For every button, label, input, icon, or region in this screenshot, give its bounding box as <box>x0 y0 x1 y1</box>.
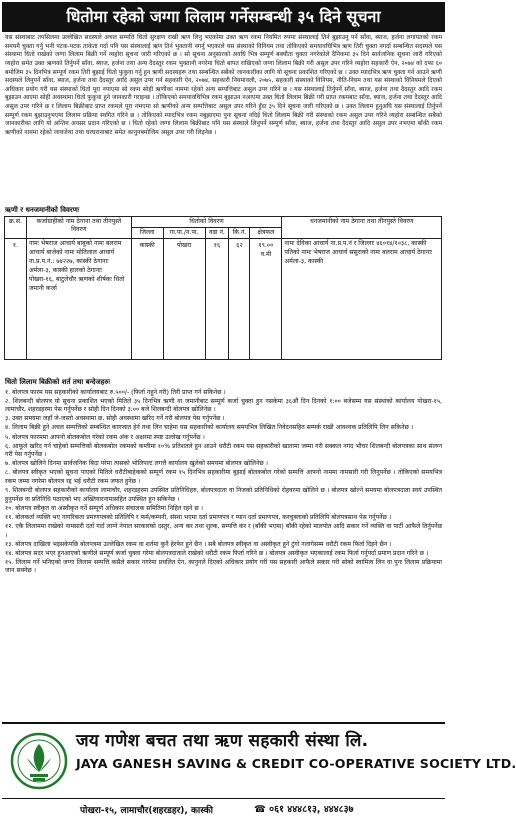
cell-area: १९.०० व.मी <box>250 239 282 360</box>
condition-item: ७. बोलपत्र खोलिने दिनमा सार्वजनिक बिदा परेमा त्यसको भोलिपल्ट लगत्तै कार्यालय खुलेको समयमा बोलपत्र खोलिनेछ । <box>5 460 268 468</box>
notice-intro: यस संस्थाबाट तपसिलमा उल्लेखित सदस्यले अचल सम्पत्ति धितो सुरक्षण राखी ऋण लिनु भएकोमा उक्त ऋण रकम नियमित रुपमा संस्थालाई तिर्न बुझाउनु पर्ने साँवा, ब्याज, हर्जना लगायतको रकम समयमै चुक्ता गर्नु भनी पटक-पटक ताकेता गर्दा पनि यस संस्थालाई ऋण तिर्न भुक्तानी नगर्नु भएकाले यस संस्थाको विनियम तथा तोकिएको समयावधिभित्र ऋण तिरी चुक्ता नगर्दा सम्बन्धित सदस्यले यस संस्थामा धितो राखेको जग्गा लिलाम बिक्री गर्ने व्यहोरा सूचना जारी गरिएको छ । सो सूचना अनुसारको अवधि भित्र सम्पूर्ण बक्यौता चुक्ता नगरेकोले दैनिकमा ३५ दिने सार्वजनिक सूचना जारी गरिएको व्यहोरा समेत उक्त ऋणको तिर्नुपर्ने साँवा, ब्याज, हर्जना तथा अन्य दैदस्तुर रकम भुक्तानी नगरेमा धितो बापत राखिएको जग्गा लिलाम बिक्री गरी असुल उपर गरिने व्यहोरा सहकारी ऐन, २०७४ को दफा ६० बमोजिम ३५ दिनभित्र सम्पूर्ण रकम तिरी बुझाई धितो फुकुवा गर्नु हुन ऋणी सदस्यहरू तथा सम्बन्धित सबैको जानकारीका लागि यो सूचना प्रकाशित गरिएको छ । उक्त म्यादभित्र ऋण चुक्ता गर्न आउने ऋणी सदस्यले लिनुपर्ने साँवा, ब्याज, हर्जना तथा दैदस्तुर आदि असुल उपर गर्न सहकारी ऐन, २०७४, सहकारी नियमावली, २०७५, सहकारी संस्थाको विनियम, नीति-नियम तथा यस संस्थाको विनियमले दिएको अधिकार प्रयोग गरी यस संस्थाको धितो पूरा नपाएमा सो रकम सोही ऋणीका नाममा रहेको अन्य सम्पत्तिबाट असुल उपर गरिने छ । यस संस्थालाई तिर्नुपर्ने साँवा, ब्याज, हर्जना तथा दैदस्तुर आदि रकम बुझाउन आएमा सोही अवस्थामा धितो फुकुवा हुने जानकारी गराइन्छ । तोकिएको समयावधिभित्र रकम बुझाउन नआएमा उक्त धितो लिलाम बिक्री गरी प्राप्त रकमबाट साँवा, ब्याज, हर्जना तथा दैदस्तुर आदि असुल उपर गरिने छ र लिलाम बिक्रीबाट प्राप्त रकमले पूरा नभएमा सो ऋणीको अन्य सम्पत्तिबाट असुल उपर गरिने हुँदा ३५ दिने सूचना जारी गरिएको छ । उक्त लिलाम हुनुअघि यस संस्थालाई तिर्नुपर्ने सम्पूर्ण रकम बुझाउनुभएमा लिलाम प्रक्रिया स्थगित गरिने छ । तोकिएको म्यादभित्र रकम नबुझाएमा पुनः सूचना नदिई धितो लिलाम बिक्री गरी संस्थाको रकम असुल उपर गरिने व्यहोरा सम्बन्धित सबैको जानकारीका लागि यो अन्तिम अवसर प्रदान गरिएको छ । धितो रहेको जग्गा लिलाम बिक्रीबाट पनि यस संस्थाले लिनुपर्ने सम्पूर्ण साँवा, ब्याज, हर्जना तथा दैदस्तुर आदि असुल उपर नभएमा बाँकी रकम ऋणीको नाममा रहेको जायजेथा तथा घरघरानाबाट समेत कानुनबमोजिम असुल उपर गरी लिइनेछ । <box>5 34 442 136</box>
notice-title: धितोमा रहेको जग्गा लिलाम गर्नेसम्बन्धी ३५ दिने सूचना <box>2 2 445 32</box>
organization-name-np: जय गणेश बचत तथा ऋण सहकारी संस्था लि. <box>76 731 369 751</box>
col-borrower: कर्जाग्राहीको नाम ठेगाना तथा तीनपुस्ते विवरण <box>26 217 131 239</box>
cell-borrower: नामः भेषराज आचार्य बाबुको नामः बलराम आचार्य बाजेको नामः मोतिलाल आचार्य ना.प्र.प.नं.: ७४२२७, कास्की ठेगानाः अर्मला-३, कास्की हालको ठेगानाः पोखरा-१६, बाटुलेचौर ऋणको शीर्षकः धितो जमानी कर्जा <box>26 239 131 360</box>
condition-item: २. शिलबन्दी बोलपत्र यो सूचना प्रकाशित भएको मितिले ३५ दिनभित्र ऋणी वा जमानीबाट सम्पूर्ण कर्जा चुक्ता हुन नसकेमा ३६औं दिन दिनको १:०० बजेसम्म यस संस्थाको कार्यालय पोखरा-१५, लामाचौर, शहरडहरमा पेस गर्नुपर्नेछ र सोही दिन दिनको ३:०० बजे शिलबन्दी बोलपत्र खोलिनेछ । <box>5 397 442 414</box>
condition-item: ४. लिलाम बिक्री हुने अचल सम्पत्तिको सम्बन्धित कागजात हेर्न तथा लिन चाहेमा यस सहकारीको कार्यालय समयभित्र लिखित निवेदनसहित सम्पर्क राखी आवश्यक प्रतिलिपि लिन सकिनेछ । <box>5 424 414 432</box>
organization-phone: ☎ ०६१ ४४४८१३, ४४४८३७ <box>254 804 354 815</box>
col-land: धितोको विवरण <box>131 217 282 228</box>
cell-ward: १६ <box>205 239 229 360</box>
table-header-row <box>5 217 442 228</box>
details-heading: ऋणी र धनजमानीको विवरणः <box>5 206 80 214</box>
cooperative-logo-icon <box>10 732 68 790</box>
condition-item: ६. आफूले खरिद गर्न चाहेको सम्पत्तिको बोलकबोल रकमको कम्तीमा १०% प्रतिशतले हुन आउने धरौटी रकम यस सहकारीको खातामा जम्मा गरी सक्कल नगद भौचर शिलबन्दी बोलपत्रका साथ संलग्न गरी पेस गर्नुपर्नेछ । <box>5 442 442 459</box>
condition-item: ३. उक्त समयमा जहाँ जे-जस्तो अवस्थामा छ, सोही अवस्थामा खरिद गर्ने गरी बोलपत्र पेस गर्नुपर्नेछ । <box>5 415 225 423</box>
organization-address: पोखरा-१५, लामाचौर(शहरडहर), कास्की <box>80 806 213 816</box>
condition-item: १५. लिलाम गर्ने भनिएको जग्गा लिलाम सम्पत्ति कसैले सकार नगरेमा प्रचलित ऐन, कानुनले दिएको अधिकार प्रयोग गरी यस सहकारी आफैले सकार गरी सोको स्वामित्व लिन वा पुनः लिलाम प्रक्रियामा जान सक्नेछ । <box>5 558 442 575</box>
condition-item: १०. बोलपत्र स्वीकृत वा अस्वीकृत गर्ने सम्पूर्ण अधिकार संचालक समितिमा निहित रहने छ । <box>5 504 203 512</box>
condition-item: ८. बोलपत्र स्वीकृत भएको सूचना पाएको मितिले धरौटीबाहेकको सम्पूर्ण रकम १५ दिनभित्र सहकारीमा बुझाई बोलकबोल गरेको सम्पत्ति आफ्नो नाममा नामसारी गरी लिनुपर्नेछ । तोकिएको समयभित्र रकम जम्मा नगरेमा बोलपत्र रद्द भई धरौटी रकम जफत हुनेछ । <box>5 469 442 486</box>
table-row <box>5 239 442 360</box>
conditions-heading: धितो लिलाम बिक्रीको शर्त तथा बन्देजहरुः <box>5 378 111 386</box>
cell-gapa: पोखरा <box>163 239 205 360</box>
col-area: क्षेत्रफल <box>250 228 282 239</box>
contact-bar <box>2 798 445 819</box>
col-kitta: कि.नं. <box>229 228 250 239</box>
conditions-section <box>5 378 442 718</box>
cell-district: कास्की <box>131 239 163 360</box>
organization-footer <box>2 722 516 820</box>
condition-item: ११. बोलकर्ता व्यक्ति भए नागरिकता प्रमाणपत्रको प्रतिलिपि र फर्म/कम्पनी, संस्था भएमा दर्ता प्रमाणपत्र र प्यान दर्ता प्रमाणपत्र, करचुक्ताको प्रतिलिपि बोलपत्रसाथ पेस गर्नुपर्नेछ । <box>5 513 392 521</box>
borrower-table <box>4 216 442 360</box>
cell-guarantor: नामः देविका आचार्य ना.प्र.प.नं र जिल्लाः ४६०१४/१०३८, कास्की पतिको नामः भेषराज आचार्य ससुराको नामः बलराम आचार्य ठेगानाः अर्मला-३, कास्की <box>282 239 442 360</box>
condition-item: १४. बोलपत्र सदर भएर हुनआएको ऋणीले सम्पूर्ण कर्जा चुक्ता गरेमा बोलपत्रदाताले राखेको धरौटी रकम फिर्ता गरिने छ । बोलपत्र अस्वीकृत भएकालाई रकम फिर्ता गर्नुपर्दा प्रमाण प्रदान गरिने छ । <box>5 549 429 557</box>
condition-item: १२. एकै लिलाममा राखेको नामसारी दर्ता गर्दा लाग्ने नेपाल सरकारको दस्तुर, अन्य कर तथा शुल्क, सम्पत्ति कर र (बाँकी भएमा) बाँकी रहेको मालपोत आदि सकार गर्ने व्यक्ति वा पार्टी आफैले तिर्नुपर्नेछ । <box>5 523 442 539</box>
col-gapa: गा.पा./न.पा. <box>163 228 205 239</box>
cell-kitta: ६२ <box>229 239 250 360</box>
col-district: जिल्ला <box>131 228 163 239</box>
organization-name-en: JAYA GANESH SAVING & CREDIT CO-OPERATIVE SOCIETY LTD. <box>76 756 516 771</box>
cell-sn: १. <box>5 239 27 360</box>
conditions-list <box>5 389 442 576</box>
condition-item: ९. शिलबन्दी बोलपत्र सहकारीको कार्यालय लामाचौर, शहरडहरमा उपस्थित प्रतिनिधिहरु, बोलपत्रदाता वा निजको प्रतिनिधिको रोहवरमा खोलिने छ । बोलपत्र खोल्ने समयमा बोलपत्रदाता स्वयं उपस्थित हुनुपर्नेछ वा प्रतिनिधि पठाएको भए अख्तियारनामासहित उपस्थित हुन सकिनेछ । <box>5 487 442 503</box>
col-guarantor: धनजमानीको नाम ठेगाना तथा तीनपुस्ते विवरण <box>282 217 442 239</box>
col-ward: वडा नं. <box>205 228 229 239</box>
condition-item: ५. बोलपत्र फारममा आफ्नो बोलकबोल गरेको रकम अंक र अक्षरमा स्पष्ट उल्लेख गर्नुपर्नेछ । <box>5 433 205 441</box>
condition-item: १३. बोलपत्र दाखिला भइसकेपछि बोलपत्रमा उल्लेखित रकम वा शर्तमा कुनै हेरफेर हुने छैन । सबै बोलपत्र स्वीकृत वा अस्वीकृत हुने टुंगो नलागेसम्म धरौटी रकम फिर्ता दिइने छैन । <box>5 540 392 548</box>
col-sn: क्र.सं. <box>5 217 27 239</box>
condition-item: १. बोलपत्र फारम यस सहकारीको कार्यालयबाट रु.५००/- (फिर्ता नहुने गरी) तिरी प्राप्त गर्न सकिनेछ । <box>5 388 226 396</box>
